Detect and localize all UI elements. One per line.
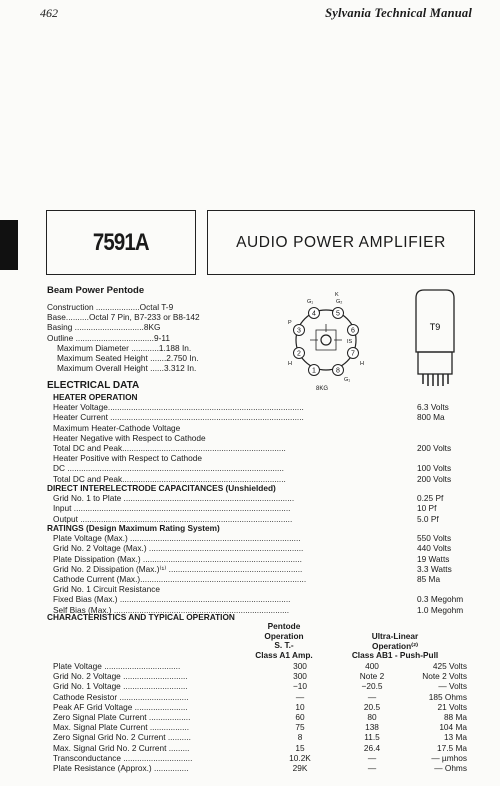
ultralinear-value: 138 — [365, 722, 379, 733]
page-edge-tab — [0, 220, 18, 270]
table-row — [47, 732, 477, 742]
row-value: 1.0 Megohm — [417, 604, 464, 615]
col-head-line: S. T.- — [274, 640, 294, 651]
row-value: 10 Pf — [417, 503, 437, 514]
ultralinear-value-2: — Volts — [438, 681, 467, 692]
ultralinear-value-2: — Ohms — [434, 762, 467, 773]
pentode-value: 75 — [295, 722, 305, 733]
ultralinear-value-2: 185 Ohms — [428, 691, 467, 702]
section-title: RATINGS (Design Maximum Rating System) — [47, 523, 220, 533]
row-value: 440 Volts — [417, 543, 452, 554]
section-title: DIRECT INTERELECTRODE CAPACITANCES (Unshielded) — [47, 483, 276, 493]
ultralinear-value: 26.4 — [363, 742, 381, 753]
ultralinear-value-2: 13 Ma — [443, 732, 467, 743]
col-head-line: Operation — [264, 630, 304, 641]
ultralinear-value: Note 2 — [359, 671, 385, 682]
pin-7 — [348, 348, 359, 359]
row-value: 200 Volts — [417, 473, 452, 484]
heater-section — [47, 392, 477, 484]
spec-line: Base..........Octal 7 Pin, B7-233 or B8-142 — [47, 312, 200, 323]
ultralinear-value-2: 425 Volts — [432, 661, 467, 671]
row-label: DC .............................................................................................. — [53, 463, 284, 474]
col-head-line: Class AB1 - Push-Pull — [351, 650, 439, 661]
row-label: Peak AF Grid Voltage ....................... — [53, 701, 188, 712]
ultralinear-value: — — [367, 762, 377, 773]
pentode-value: 300 — [293, 671, 307, 682]
pin-6 — [348, 325, 359, 336]
ultralinear-value: 11.5 — [364, 732, 380, 743]
ultralinear-value-2: — µmhos — [431, 752, 467, 763]
row-label: Output ............................................................................................ — [53, 513, 293, 524]
row-value: 85 Ma — [417, 573, 441, 584]
ultralinear-value: −20.5 — [361, 681, 383, 692]
row-value: 5.0 Pf — [417, 513, 439, 524]
basing-diagram — [280, 288, 375, 393]
row-label: Heater Negative with Respect to Cathode — [53, 432, 206, 443]
row-value: 200 Volts — [417, 442, 452, 453]
data-row — [47, 412, 477, 422]
ratings-section — [47, 523, 477, 615]
row-label: Heater Positive with Respect to Cathode — [53, 453, 202, 464]
table-row — [47, 712, 477, 722]
row-value: 0.3 Megohm — [417, 594, 464, 605]
tube-subtitle: Beam Power Pentode — [47, 285, 145, 296]
row-label: Zero Signal Grid No. 2 Current .......... — [53, 732, 191, 743]
svg-text:6: 6 — [351, 327, 355, 335]
row-label: Plate Dissipation (Max.) ..................................................................... — [53, 553, 302, 564]
row-value: 800 Ma — [417, 412, 445, 423]
pin-label: K — [335, 292, 339, 298]
data-row — [47, 453, 477, 463]
table-row — [47, 722, 477, 732]
ultralinear-value: 20.5 — [363, 701, 381, 712]
pin-4 — [309, 308, 320, 319]
table-row — [47, 661, 477, 671]
row-value: 19 Watts — [417, 553, 450, 564]
pin-1 — [309, 365, 320, 376]
svg-text:1: 1 — [312, 367, 316, 375]
pin-2 — [294, 348, 305, 359]
characteristics-table — [47, 661, 477, 773]
pentode-value: — — [295, 691, 305, 702]
svg-text:2: 2 — [297, 350, 301, 358]
pentode-value: 10.2K — [289, 752, 311, 763]
svg-text:8: 8 — [336, 367, 340, 375]
spec-line: Basing ..............................8KG — [47, 322, 161, 333]
pin-label: G₁ — [344, 377, 351, 383]
basing-label: 8KG — [316, 386, 329, 392]
svg-text:3: 3 — [297, 327, 301, 335]
pin-label: G₁ — [307, 299, 314, 305]
base-key — [321, 335, 331, 345]
page-number: 462 — [40, 6, 58, 20]
pin-label: IS — [347, 339, 353, 345]
row-label: Fixed Bias (Max.) .......................................................................... — [53, 594, 291, 605]
ultralinear-column-header — [335, 632, 455, 661]
tube-type: 7591A — [93, 228, 149, 256]
data-row — [47, 493, 477, 503]
pentode-value: 300 — [293, 661, 307, 671]
tube-function: AUDIO POWER AMPLIFIER — [236, 233, 446, 251]
pin-3 — [294, 325, 305, 336]
row-label: Transconductance .............................. — [53, 752, 193, 763]
manual-title: Sylvania Technical Manual — [325, 6, 472, 20]
row-label: Cathode Resistor .............................. — [53, 691, 189, 702]
data-row — [47, 503, 477, 513]
table-row — [47, 763, 477, 773]
pin-label: P — [288, 320, 292, 326]
ultralinear-value-2: 17.5 Ma — [437, 742, 467, 753]
data-row — [47, 543, 477, 553]
pentode-value: 60 — [295, 711, 305, 722]
table-row — [47, 702, 477, 712]
row-label: Total DC and Peak....................................................................... — [53, 473, 286, 484]
pentode-value: 15 — [295, 742, 305, 753]
row-label: Grid No. 1 Circuit Resistance — [53, 584, 160, 595]
ultralinear-value-2: 88 Ma — [443, 711, 467, 722]
svg-text:5: 5 — [336, 310, 340, 318]
pin-5 — [333, 308, 344, 319]
row-label: Heater Current .................................................................................... — [53, 412, 304, 423]
data-row — [47, 533, 477, 543]
ultralinear-value-2: 104 Ma — [439, 722, 467, 733]
row-label: Max. Signal Plate Current ................. — [53, 722, 190, 733]
pentode-value: 8 — [297, 732, 303, 743]
data-row — [47, 554, 477, 564]
row-value: 3.3 Watts — [417, 563, 452, 574]
tube-type-box — [46, 210, 196, 275]
ultralinear-value: — — [367, 691, 377, 702]
row-value: 0.25 Pf — [417, 493, 444, 504]
tube-function-box — [207, 210, 475, 275]
col-head-line: Class A1 Amp. — [255, 649, 313, 660]
row-label: Input .............................................................................................. — [53, 503, 291, 514]
row-value: 550 Volts — [417, 533, 452, 544]
ultralinear-value: 80 — [367, 711, 377, 722]
pentode-value: 29K — [292, 762, 308, 773]
ultralinear-value: 400 — [365, 661, 379, 671]
row-label: Plate Voltage (Max.) .......................................................................... — [53, 533, 301, 544]
row-label: Grid No. 1 to Plate .......................................................................... — [53, 493, 295, 504]
bulb-envelope — [416, 290, 454, 352]
pin-label: H — [288, 361, 292, 367]
data-row — [47, 433, 477, 443]
data-row — [47, 594, 477, 604]
electrical-data-title: ELECTRICAL DATA — [47, 380, 140, 391]
data-row — [47, 443, 477, 453]
svg-text:7: 7 — [351, 350, 355, 358]
col-head-line: Pentode — [267, 621, 301, 631]
data-row — [47, 574, 477, 584]
data-row — [47, 564, 477, 574]
row-label: Grid No. 2 Voltage ............................ — [53, 671, 188, 682]
row-label: Grid No. 2 Dissipation (Max.)⁽¹⁾ .......................................................... — [53, 563, 303, 574]
table-row — [47, 692, 477, 702]
spec-line: Maximum Diameter ............1.188 In. — [57, 342, 192, 353]
data-row — [47, 402, 477, 412]
row-label: Grid No. 2 Voltage (Max.) ................................................................... — [53, 543, 304, 554]
capacitance-section — [47, 483, 477, 524]
row-value: 6.3 Volts — [417, 402, 449, 413]
row-label: Zero Signal Plate Current .................. — [53, 711, 191, 722]
table-row — [47, 681, 477, 691]
pin-label: H — [360, 361, 364, 367]
table-row — [47, 753, 477, 763]
col-head-line: Operation⁽²⁾ — [371, 640, 419, 651]
row-label: Max. Signal Grid No. 2 Current ......... — [53, 742, 190, 753]
construction-specs — [47, 302, 200, 373]
ultralinear-value: — — [367, 752, 377, 763]
row-label: Total DC and Peak....................................................................... — [53, 442, 286, 453]
row-label: Cathode Current (Max.)........................................................................ — [53, 573, 307, 584]
row-label: Grid No. 1 Voltage ............................ — [53, 681, 188, 692]
spec-line: Maximum Seated Height .......2.750 In. — [57, 353, 199, 364]
data-row — [47, 423, 477, 433]
spec-line: Outline ..................................9-11 — [47, 332, 170, 343]
section-title: CHARACTERISTICS AND TYPICAL OPERATION — [47, 612, 235, 622]
spec-line: Construction ...................Octal T-9 — [47, 302, 174, 312]
svg-text:4: 4 — [312, 310, 316, 318]
row-label: Plate Resistance (Approx.) ............... — [53, 762, 189, 773]
table-row — [47, 671, 477, 681]
pentode-value: −10 — [292, 681, 308, 692]
spec-line: Maximum Overall Height ......3.312 In. — [57, 363, 197, 374]
row-label: Self Bias (Max.) ............................................................................ — [53, 604, 290, 615]
bulb-label: T9 — [429, 322, 441, 332]
data-row — [47, 463, 477, 473]
row-label: Plate Voltage ................................. — [53, 661, 181, 671]
ultralinear-value-2: Note 2 Volts — [422, 671, 467, 682]
characteristics-section — [47, 612, 477, 622]
row-label: Maximum Heater-Cathode Voltage — [53, 422, 181, 433]
bulb-base — [418, 352, 452, 374]
pentode-value: 10 — [295, 701, 305, 712]
ultralinear-value-2: 21 Volts — [437, 701, 467, 712]
pin-8 — [333, 365, 344, 376]
col-head-line: Ultra-Linear — [371, 631, 419, 641]
row-label: Heater Voltage..................................................................................... — [53, 402, 304, 413]
pin-label: G₂ — [336, 299, 343, 305]
table-row — [47, 743, 477, 753]
pentode-column-header — [244, 622, 324, 660]
bulb-outline-drawing — [410, 288, 460, 390]
data-row — [47, 584, 477, 594]
row-value: 100 Volts — [417, 463, 452, 474]
section-title: HEATER OPERATION — [53, 392, 138, 402]
